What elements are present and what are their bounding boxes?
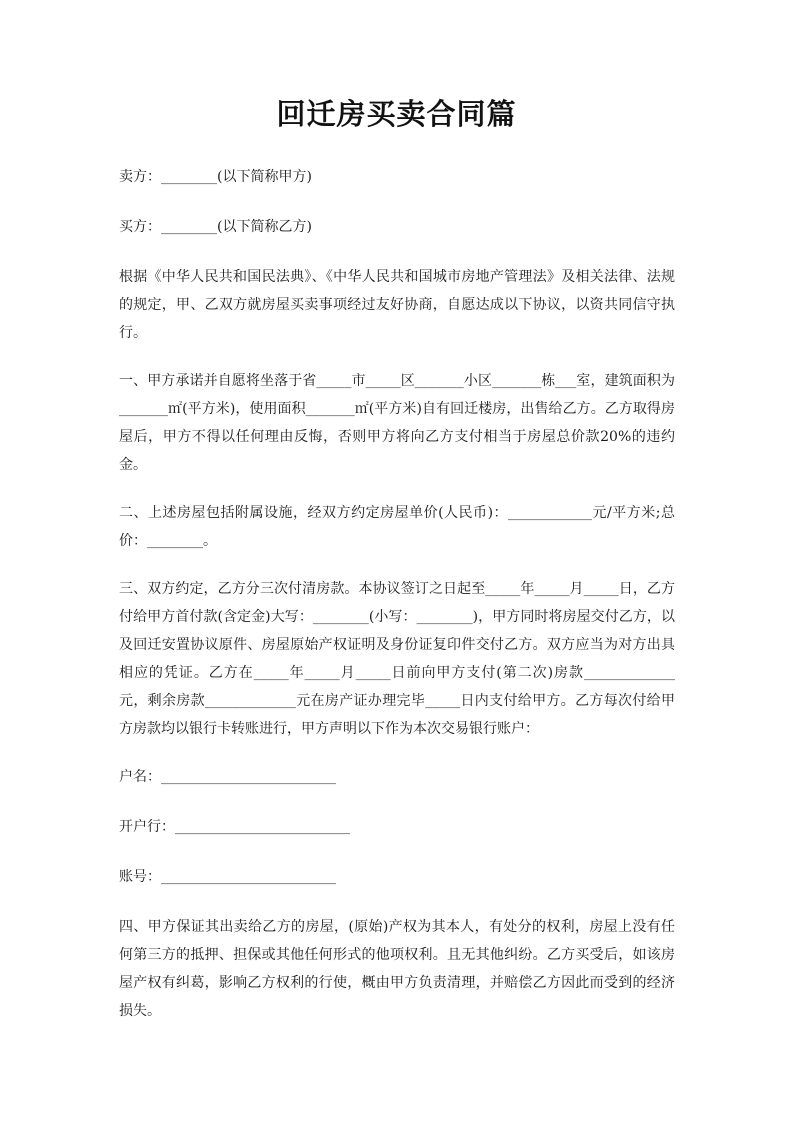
clause-two: 二、上述房屋包括附属设施，经双方约定房屋单价(人民币)：____________元/平方米;总价：________。	[119, 505, 675, 549]
seller-line: 卖方：________(以下简称甲方)	[119, 169, 312, 185]
clause-four: 四、甲方保证其出卖给乙方的房屋，(原始)产权为其本人，有处分的权利，房屋上没有任何第三方的抵押、担保或其他任何形式的他项权利。且无其他纠纷。乙方买受后，如该房屋产权有纠葛，影响乙方权利的行使，概由甲方负责清理，并赔偿乙方因此而受到的经济损失。	[119, 919, 675, 1019]
document-body	[119, 163, 675, 1045]
preamble-paragraph: 根据《中华人民共和国民法典》、《中华人民共和国城市房地产管理法》及相关法律、法规的规定，甲、乙双方就房屋买卖事项经过友好协商，自愿达成以下协议，以资共同信守执行。	[119, 269, 675, 341]
account-number-line: 账号：_________________________	[119, 869, 336, 885]
clause-one: 一、甲方承诺并自愿将坐落于省_____市_____区_______小区_______栋___室，建筑面积为_______㎡(平方米)，使用面积_______㎡(平方米)自有回迁楼房，出售给乙方。乙方取得房屋后，甲方不得以任何理由反悔，否则甲方将向乙方支付相当于房屋总价款20%的违约金。	[119, 373, 675, 473]
bank-line: 开户行：_________________________	[119, 819, 350, 835]
document-title: 回迁房买卖合同篇	[276, 97, 517, 131]
buyer-line: 买方：________(以下简称乙方)	[119, 219, 312, 235]
account-name-line: 户名：_________________________	[119, 769, 336, 785]
clause-three: 三、双方约定，乙方分三次付清房款。本协议签订之日起至_____年_____月_____日，乙方付给甲方首付款(含定金)大写：________(小写：________)，甲方同时将房屋交付乙方，以及回迁安置协议原件、房屋原始产权证明及身份证复印件交付乙方。双方应当为对方出具相应的凭证。乙方在_____年_____月_____日前向甲方支付(第二次)房款_____________元，剩余房款_____________元在房产证办理完毕_____日内支付给甲方。乙方每次付给甲方房款均以银行卡转账进行，甲方声明以下作为本次交易银行账户：	[119, 581, 675, 737]
